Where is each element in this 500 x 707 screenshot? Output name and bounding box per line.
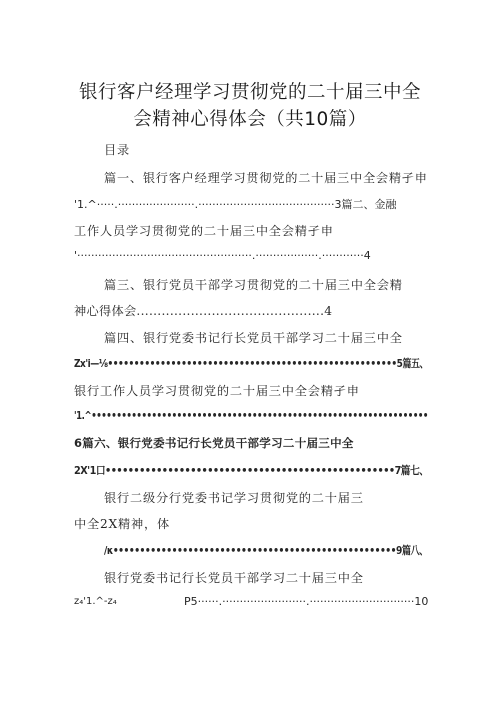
document-title-line-1: 银行客户经理学习贯彻党的二十届三中全 — [78, 82, 421, 103]
toc-line: z₄'1.^-z₄ — [74, 596, 117, 607]
toc-line: 6篇六、银行党委书记行长党员干部学习二十届三中全 — [74, 436, 354, 450]
document-title-line-2: 会精神心得体会（共10篇） — [133, 109, 367, 130]
toc-line: '1.^••••••••••••••••••••••••••••••••••••••••••••••••••••••••••••••••••• — [74, 409, 428, 422]
toc-line: 银行党委书记行长党员干部学习二十届三中全 — [104, 571, 364, 585]
toc-heading: 目录 — [104, 143, 130, 157]
toc-line: P5······.························.······························10 — [184, 595, 429, 608]
toc-line: /κ•••••••••••••••••••••••••••••••••••••••••••••••••••••9篇八、 — [104, 544, 428, 557]
toc-line: 2X'1口•••••••••••••••••••••••••••••••••••••••••••••••••••7篇七、 — [74, 464, 429, 477]
toc-line: 篇四、银行党委书记行长党员干部学习二十届三中全 — [104, 331, 403, 345]
toc-line: 篇三、银行党员干部学习贯彻党的二十届三中全会精 — [104, 278, 403, 292]
toc-line: 中全2X精神，体 — [74, 517, 170, 531]
toc-line: 工作人员学习贯彻党的二十届三中全会精孑申 — [74, 224, 334, 238]
toc-line: '1.^·····.······················.·······································3篇二、金融 — [74, 198, 397, 211]
toc-line: Zx'i—⅛•••••••••••••••••••••••••••••••••••••••••••••••••••••••5篇五、 — [74, 357, 428, 370]
toc-line: 银行工作人员学习贯彻党的二十届三中全会精孑申 — [74, 384, 360, 398]
toc-line: '··················································.··················.············4 — [74, 249, 371, 262]
toc-line: 神心得体会.............................................4 — [74, 304, 333, 318]
toc-line: 银行二级分行党委书记学习贯彻党的二十届三 — [104, 491, 364, 505]
toc-line: 篇一、银行客户经理学习贯彻党的二十届三中全会精孑申 — [104, 171, 428, 185]
